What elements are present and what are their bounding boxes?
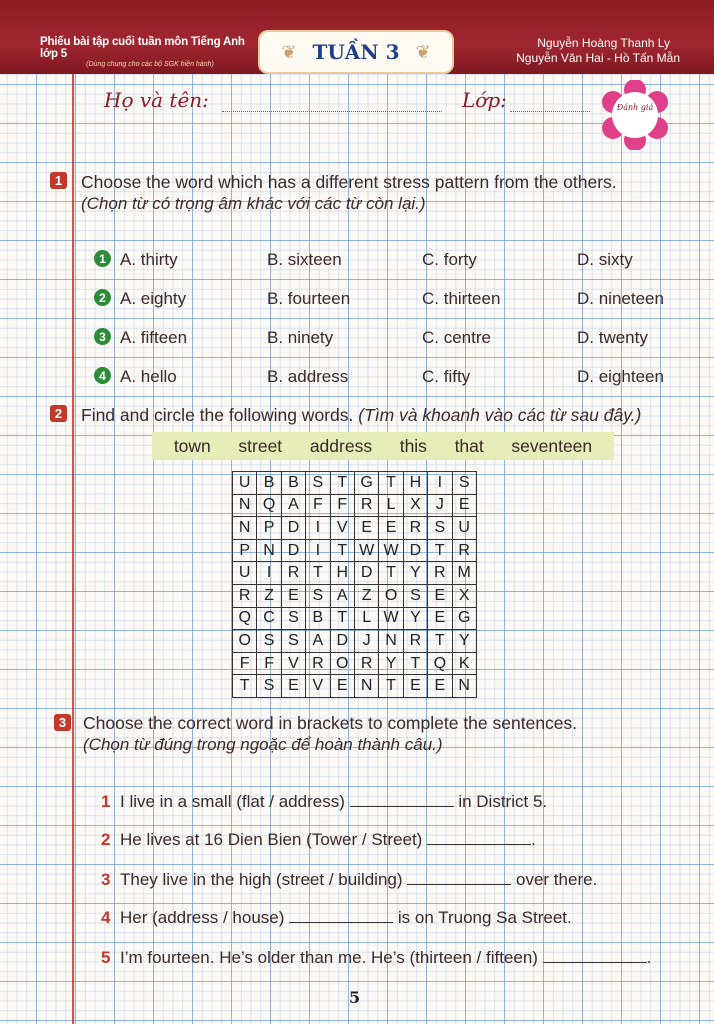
grid-cell[interactable]: D — [330, 630, 354, 653]
answer-blank[interactable] — [289, 908, 393, 923]
grid-cell[interactable]: F — [233, 652, 257, 675]
option-b[interactable]: B. address — [267, 367, 349, 386]
grid-cell[interactable]: R — [354, 652, 378, 675]
grid-cell[interactable]: O — [330, 652, 354, 675]
sentence-after: is on Truong Sa Street. — [397, 908, 572, 927]
exercise-1-instruction: Choose the word which has a different stress pattern from the others. — [81, 172, 617, 192]
exercise-2-instruction — [81, 405, 641, 426]
sentence-after: over there. — [516, 870, 598, 889]
grid-cell[interactable]: D — [403, 539, 427, 562]
sentence-number: 2 — [101, 830, 111, 849]
grid-cell[interactable]: T — [379, 675, 403, 698]
exercise-1-instruction-vi: (Chọn từ có trọng âm khác với các từ còn lại.) — [81, 194, 426, 213]
grid-cell[interactable]: F — [330, 494, 354, 517]
option-c[interactable]: C. fifty — [422, 367, 471, 386]
grid-cell[interactable]: R — [281, 562, 305, 585]
grid-cell[interactable]: V — [330, 517, 354, 540]
grid-row — [233, 472, 477, 495]
word-bank — [152, 432, 614, 460]
option-b[interactable]: B. sixteen — [267, 250, 342, 269]
grid-cell[interactable]: Q — [428, 652, 452, 675]
grid-cell[interactable]: S — [428, 517, 452, 540]
grid-cell[interactable]: D — [354, 562, 378, 585]
grid-cell[interactable]: E — [354, 517, 378, 540]
grid-cell[interactable]: I — [257, 562, 281, 585]
series-subtitle: (Dùng chung cho các bộ SGK hiện hành) — [86, 61, 214, 68]
grid-cell[interactable]: B — [281, 472, 305, 495]
grid-row — [233, 630, 477, 653]
option-a[interactable]: A. thirty — [120, 250, 178, 269]
series-title: Phiếu bài tập cuối tuần môn Tiếng Anh lớp 5 — [40, 36, 245, 60]
grid-cell[interactable]: U — [233, 562, 257, 585]
grid-cell[interactable]: D — [281, 517, 305, 540]
grid-cell[interactable]: E — [281, 584, 305, 607]
grid-cell[interactable]: P — [257, 517, 281, 540]
grid-cell[interactable]: Y — [403, 607, 427, 630]
grade-flower-icon — [600, 80, 670, 150]
answer-blank[interactable] — [427, 830, 531, 845]
grid-cell[interactable]: M — [452, 562, 476, 585]
option-d[interactable]: D. eighteen — [577, 367, 664, 386]
grid-cell[interactable]: Y — [452, 630, 476, 653]
item-number: 1 — [94, 250, 111, 267]
class-label: Lớp: — [462, 88, 507, 112]
name-label: Họ và tên: — [104, 88, 209, 112]
grid-cell[interactable]: E — [428, 675, 452, 698]
grid-cell[interactable]: E — [330, 675, 354, 698]
sentence-number: 3 — [101, 870, 111, 889]
class-field[interactable] — [510, 110, 590, 112]
author-2: Nguyễn Văn Hai - Hồ Tấn Mẫn — [516, 51, 680, 65]
grid-cell[interactable]: Z — [354, 584, 378, 607]
item-number: 2 — [94, 289, 111, 306]
grid-cell[interactable]: X — [403, 494, 427, 517]
grid-cell[interactable]: R — [403, 517, 427, 540]
option-c[interactable]: C. centre — [422, 328, 491, 347]
sentence-before: Her (address / house) — [120, 908, 285, 927]
margin-line — [72, 74, 74, 1024]
grid-cell[interactable]: S — [281, 607, 305, 630]
grid-cell[interactable]: L — [379, 494, 403, 517]
option-c[interactable]: C. thirteen — [422, 289, 501, 308]
grid-cell[interactable]: C — [257, 607, 281, 630]
grid-cell[interactable]: W — [379, 607, 403, 630]
ornament-right-icon: ❦ — [415, 41, 431, 62]
word-search-grid — [232, 471, 477, 698]
grid-cell[interactable]: T — [403, 652, 427, 675]
week-label: TUẦN 3 — [312, 40, 400, 64]
sentence-text — [120, 830, 536, 850]
grid-cell[interactable]: T — [428, 630, 452, 653]
grid-cell[interactable]: A — [281, 494, 305, 517]
grid-cell[interactable]: O — [233, 630, 257, 653]
grid-cell[interactable]: E — [452, 494, 476, 517]
grid-cell[interactable]: T — [379, 562, 403, 585]
grid-cell[interactable]: S — [403, 584, 427, 607]
grid-cell[interactable]: N — [379, 630, 403, 653]
grid-row — [233, 607, 477, 630]
grid-cell[interactable]: J — [354, 630, 378, 653]
sentence-text — [120, 792, 547, 812]
grid-row — [233, 652, 477, 675]
sentence-after: . — [531, 830, 536, 849]
grid-cell[interactable]: B — [306, 607, 330, 630]
option-d[interactable]: D. nineteen — [577, 289, 664, 308]
answer-blank[interactable] — [350, 792, 454, 807]
option-d[interactable]: D. sixty — [577, 250, 633, 269]
grid-cell[interactable]: N — [354, 675, 378, 698]
grid-cell[interactable]: T — [330, 539, 354, 562]
grid-cell[interactable]: E — [379, 517, 403, 540]
grid-cell[interactable]: X — [452, 584, 476, 607]
option-a[interactable]: A. hello — [120, 367, 177, 386]
word-bank-item: seventeen — [511, 435, 593, 456]
grid-cell[interactable]: I — [306, 539, 330, 562]
grid-row — [233, 584, 477, 607]
sentence-number: 1 — [101, 792, 111, 811]
grid-cell[interactable]: K — [452, 652, 476, 675]
grid-cell[interactable]: Y — [379, 652, 403, 675]
grade-label: Đánh giá — [616, 103, 654, 112]
sentence-after: in District 5. — [458, 792, 548, 811]
option-a[interactable]: A. eighty — [120, 289, 187, 308]
author-1: Nguyễn Hoàng Thanh Ly — [537, 36, 670, 50]
grid-cell[interactable]: Z — [257, 584, 281, 607]
grid-row — [233, 562, 477, 585]
grid-cell[interactable]: P — [233, 539, 257, 562]
series-info — [40, 36, 260, 68]
grid-cell[interactable]: F — [306, 494, 330, 517]
answer-blank[interactable] — [543, 948, 647, 963]
sentence-number: 4 — [101, 908, 111, 927]
grid-cell[interactable]: S — [306, 472, 330, 495]
ornament-left-icon: ❦ — [281, 41, 297, 62]
grid-cell[interactable]: T — [306, 562, 330, 585]
word-bank-item: that — [454, 435, 484, 456]
header-banner — [0, 0, 714, 77]
grid-cell[interactable]: S — [257, 630, 281, 653]
exercise-2-instruction-vi: (Tìm và khoanh vào các từ sau đây.) — [358, 405, 642, 425]
grid-cell[interactable]: T — [428, 539, 452, 562]
grid-cell[interactable]: U — [452, 517, 476, 540]
option-c[interactable]: C. forty — [422, 250, 477, 269]
grid-cell[interactable]: R — [428, 562, 452, 585]
grid-cell[interactable]: A — [330, 584, 354, 607]
grid-row — [233, 539, 477, 562]
exercise-2-badge: 2 — [50, 405, 67, 422]
grid-row — [233, 517, 477, 540]
grid-cell[interactable]: E — [281, 675, 305, 698]
grid-cell[interactable]: V — [306, 675, 330, 698]
word-bank-item: this — [399, 435, 427, 456]
option-a[interactable]: A. fifteen — [120, 328, 188, 347]
grid-cell[interactable]: R — [354, 494, 378, 517]
grid-cell[interactable]: Y — [403, 562, 427, 585]
grid-cell[interactable]: Q — [257, 494, 281, 517]
grid-cell[interactable]: I — [306, 517, 330, 540]
word-bank-item: town — [173, 435, 211, 456]
grid-cell[interactable]: R — [403, 630, 427, 653]
grid-cell[interactable]: J — [428, 494, 452, 517]
page-number: 5 — [349, 988, 361, 1007]
grid-cell[interactable]: T — [379, 472, 403, 495]
sentence-before: He lives at 16 Dien Bien (Tower / Street) — [120, 830, 423, 849]
answer-blank[interactable] — [407, 870, 511, 885]
grid-cell[interactable]: L — [354, 607, 378, 630]
option-b[interactable]: B. ninety — [267, 328, 334, 347]
grid-cell[interactable]: S — [306, 584, 330, 607]
grid-cell[interactable]: E — [428, 607, 452, 630]
grid-cell[interactable]: H — [403, 472, 427, 495]
option-d[interactable]: D. twenty — [577, 328, 648, 347]
sentence-text — [120, 948, 651, 968]
grid-cell[interactable]: N — [233, 494, 257, 517]
grid-cell[interactable]: O — [379, 584, 403, 607]
grid-cell[interactable]: N — [257, 539, 281, 562]
grid-cell[interactable]: W — [379, 539, 403, 562]
item-number: 4 — [94, 367, 111, 384]
grid-cell[interactable]: R — [452, 539, 476, 562]
item-number: 3 — [94, 328, 111, 345]
grid-cell[interactable]: N — [233, 517, 257, 540]
grid-cell[interactable]: F — [257, 652, 281, 675]
grid-cell[interactable]: W — [354, 539, 378, 562]
grid-cell[interactable]: H — [330, 562, 354, 585]
sentence-text — [120, 870, 597, 890]
grid-cell[interactable]: E — [403, 675, 427, 698]
exercise-3-badge: 3 — [54, 714, 71, 731]
grid-cell[interactable]: G — [452, 607, 476, 630]
sentence-before: They live in the high (street / building) — [120, 870, 403, 889]
grid-cell[interactable]: A — [306, 630, 330, 653]
exercise-2-instruction-en: Find and circle the following words. — [81, 405, 354, 425]
word-bank-item: address — [309, 435, 373, 456]
sentence-after: . — [646, 948, 652, 967]
exercise-3-instruction: Choose the correct word in brackets to complete the sentences. — [83, 713, 578, 733]
authors — [516, 36, 680, 66]
grid-row — [233, 494, 477, 517]
grid-cell[interactable]: G — [354, 472, 378, 495]
grid-cell[interactable]: S — [257, 675, 281, 698]
sentence-text — [120, 908, 572, 928]
grid-cell[interactable]: U — [233, 472, 257, 495]
name-field[interactable] — [222, 110, 442, 112]
grid-cell[interactable]: D — [281, 539, 305, 562]
grid-cell[interactable]: S — [281, 630, 305, 653]
grid-cell[interactable]: T — [330, 607, 354, 630]
grid-cell[interactable]: S — [452, 472, 476, 495]
exercise-3-instruction-vi: (Chọn từ đúng trong ngoặc để hoàn thành câu.) — [83, 735, 443, 754]
grid-cell[interactable]: T — [233, 675, 257, 698]
grid-cell[interactable]: N — [452, 675, 476, 698]
option-b[interactable]: B. fourteen — [267, 289, 351, 308]
grid-row — [233, 675, 477, 698]
grid-cell[interactable]: E — [428, 584, 452, 607]
grid-cell[interactable]: R — [306, 652, 330, 675]
exercise-1-badge: 1 — [50, 172, 67, 189]
grid-cell[interactable]: R — [233, 584, 257, 607]
grid-cell[interactable]: B — [257, 472, 281, 495]
grid-cell[interactable]: T — [330, 472, 354, 495]
grid-cell[interactable]: Q — [233, 607, 257, 630]
grid-cell[interactable]: I — [428, 472, 452, 495]
word-bank-item: street — [238, 435, 283, 456]
sentence-before: I’m fourteen. He’s older than me. He’s (thirteen / fifteen) — [120, 948, 538, 967]
sentence-before: I live in a small (flat / address) — [120, 792, 345, 811]
sentence-number: 5 — [101, 948, 111, 967]
grid-cell[interactable]: V — [281, 652, 305, 675]
week-box — [258, 30, 454, 74]
